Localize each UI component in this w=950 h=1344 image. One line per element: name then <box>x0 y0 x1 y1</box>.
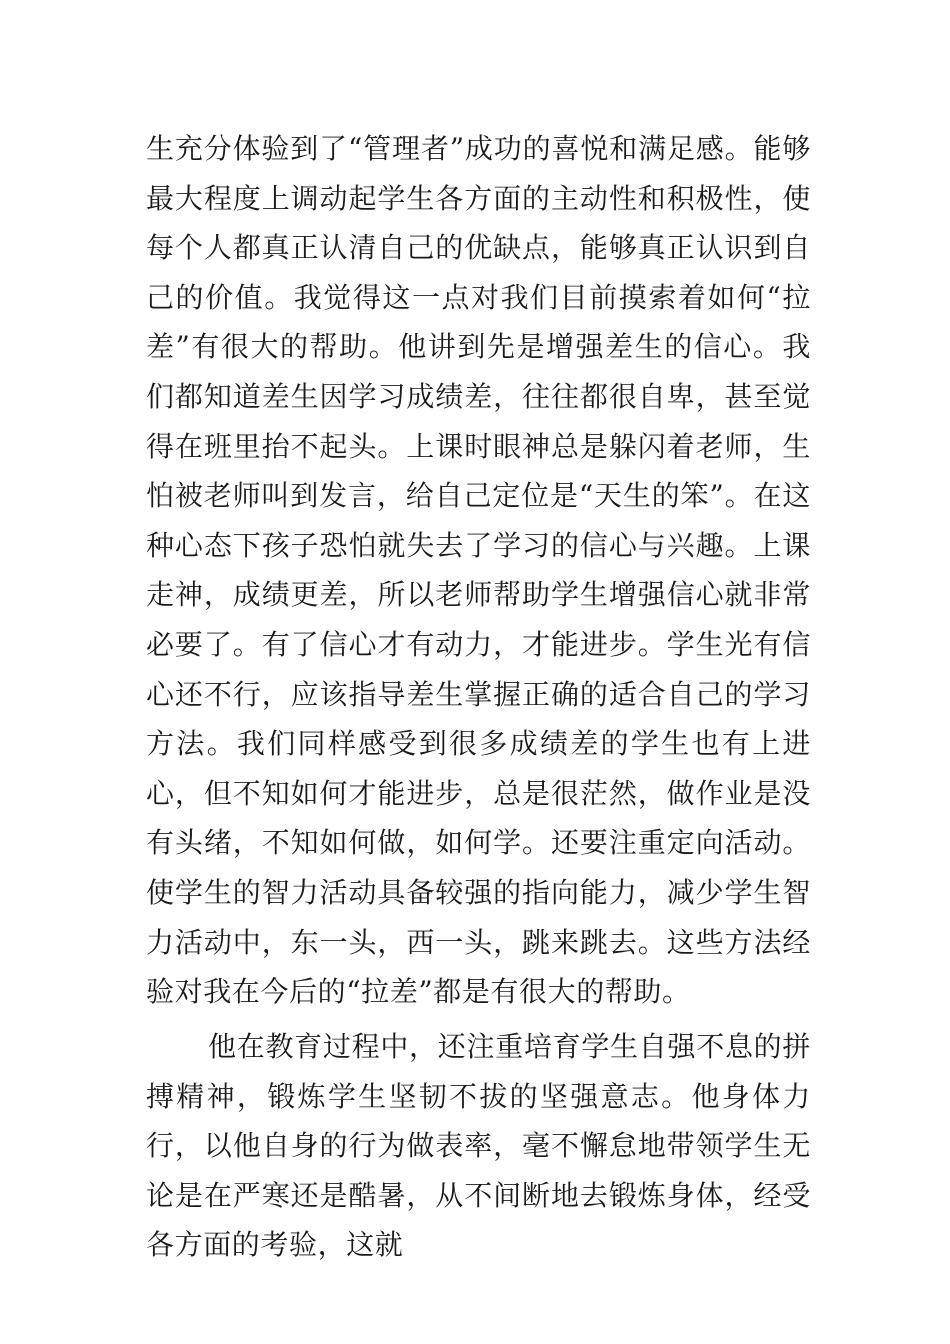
paragraph-indented: 他在教育过程中，还注重培育学生自强不息的拼搏精神，锻炼学生坚韧不拔的坚强意志。他身体力行，以他自身的行为做表率，毫不懈怠地带领学生无论是在严寒还是酷暑，从不间断地去锻炼身体，经受各方面的考验，这就 <box>146 1030 811 1262</box>
paragraph-continued: 生充分体验到了“管理者”成功的喜悦和满足感。能够最大程度上调动起学生各方面的主动性和积极性，使每个人都真正认清自己的优缺点，能够真正认识到自己的价值。我觉得这一点对我们目前摸索着如何“拉差”有很大的帮助。他讲到先是增强差生的信心。我们都知道差生因学习成绩差，往往都很自卑，甚至觉得在班里抬不起头。上课时眼神总是躲闪着老师，生怕被老师叫到发言，给自己定位是“天生的笨”。在这种心态下孩子恐怕就失去了学习的信心与兴趣。上课走神，成绩更差，所以老师帮助学生增强信心就非常必要了。有了信心才有动力，才能进步。学生光有信心还不行，应该指导差生掌握正确的适合自己的学习方法。我们同样感受到很多成绩差的学生也有上进心，但不知如何才能进步，总是很茫然，做作业是没有头绪，不知如何做，如何学。还要注重定向活动。使学生的智力活动具备较强的指向能力，减少学生智力活动中，东一头，西一头，跳来跳去。这些方法经验对我在今后的“拉差”都是有很大的帮助。 <box>146 132 811 1009</box>
